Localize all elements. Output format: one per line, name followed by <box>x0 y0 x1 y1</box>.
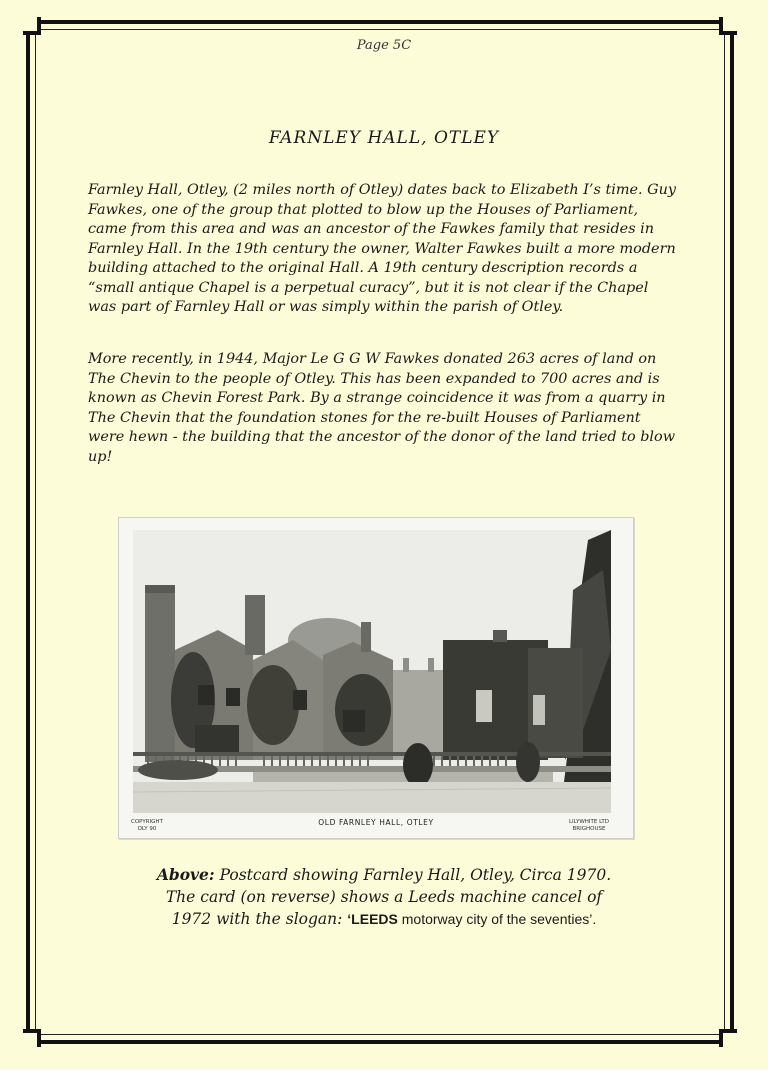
caption-line-2: The card (on reverse) shows a Leeds machine cancel of <box>165 888 603 906</box>
postcard-caption: OLD FARNLEY HALL, OTLEY <box>318 818 434 827</box>
publisher-name: LILYWHITE LTD <box>568 819 609 825</box>
corner-accent-bottom-right <box>719 1029 737 1047</box>
caption-line-1-text: Postcard showing Farnley Hall, Otley, Circa 1970. <box>214 866 612 884</box>
slogan-rest: motorway city of the seventies’. <box>397 911 597 927</box>
copyright-label: COPYRIGHT <box>131 819 163 825</box>
caption-label: Above: <box>156 865 215 884</box>
publisher-town: BRIGHOUSE <box>572 825 606 832</box>
caption-line-3 <box>0 908 768 930</box>
copyright-code: OLY 90 <box>137 825 157 832</box>
caption-line-3-prefix: 1972 with the slogan: <box>171 910 348 928</box>
figure-caption <box>0 864 768 930</box>
page-title: FARNLEY HALL, OTLEY <box>268 128 500 148</box>
postcard <box>118 517 634 839</box>
caption-line-1 <box>0 864 768 886</box>
paragraph-chevin: More recently, in 1944, Major Le G G W Fawkes donated 263 acres of land on The Chevin to the people of Otley. This has been expanded to 700 acres and is known as Chevin Forest Park. By a strange coincidence it was from a quarry in The Chevin that the foundation stones for the re-built Houses of Parliament were hewn - the building that the ancestor of the donor of the land tried to blow up! <box>88 351 676 465</box>
page-number: Page 5C <box>356 38 412 53</box>
corner-accent-top-left <box>23 17 41 35</box>
slogan-bold: ‘LEEDS <box>347 911 398 927</box>
postcard-publisher <box>569 819 609 832</box>
slogan <box>347 911 596 927</box>
hall-illustration <box>133 530 611 813</box>
postcard-photo-farnley-hall <box>133 530 611 813</box>
corner-accent-top-right <box>719 17 737 35</box>
paragraph-history: Farnley Hall, Otley, (2 miles north of Otley) dates back to Elizabeth I’s time. Guy Fawkes, one of the group that plotted to blow up the Houses of Parliament, came from this area and was an ancestor of the Fawkes family that resides in Farnley Hall. In the 19th century the owner, Walter Fawkes built a more modern building attached to the original Hall. A 19th century description records a “small antique Chapel is a perpetual curacy”, but it is not clear if the Chapel was part of Farnley Hall or was simply within the parish of Otley. <box>88 182 677 315</box>
corner-accent-bottom-left <box>23 1029 41 1047</box>
